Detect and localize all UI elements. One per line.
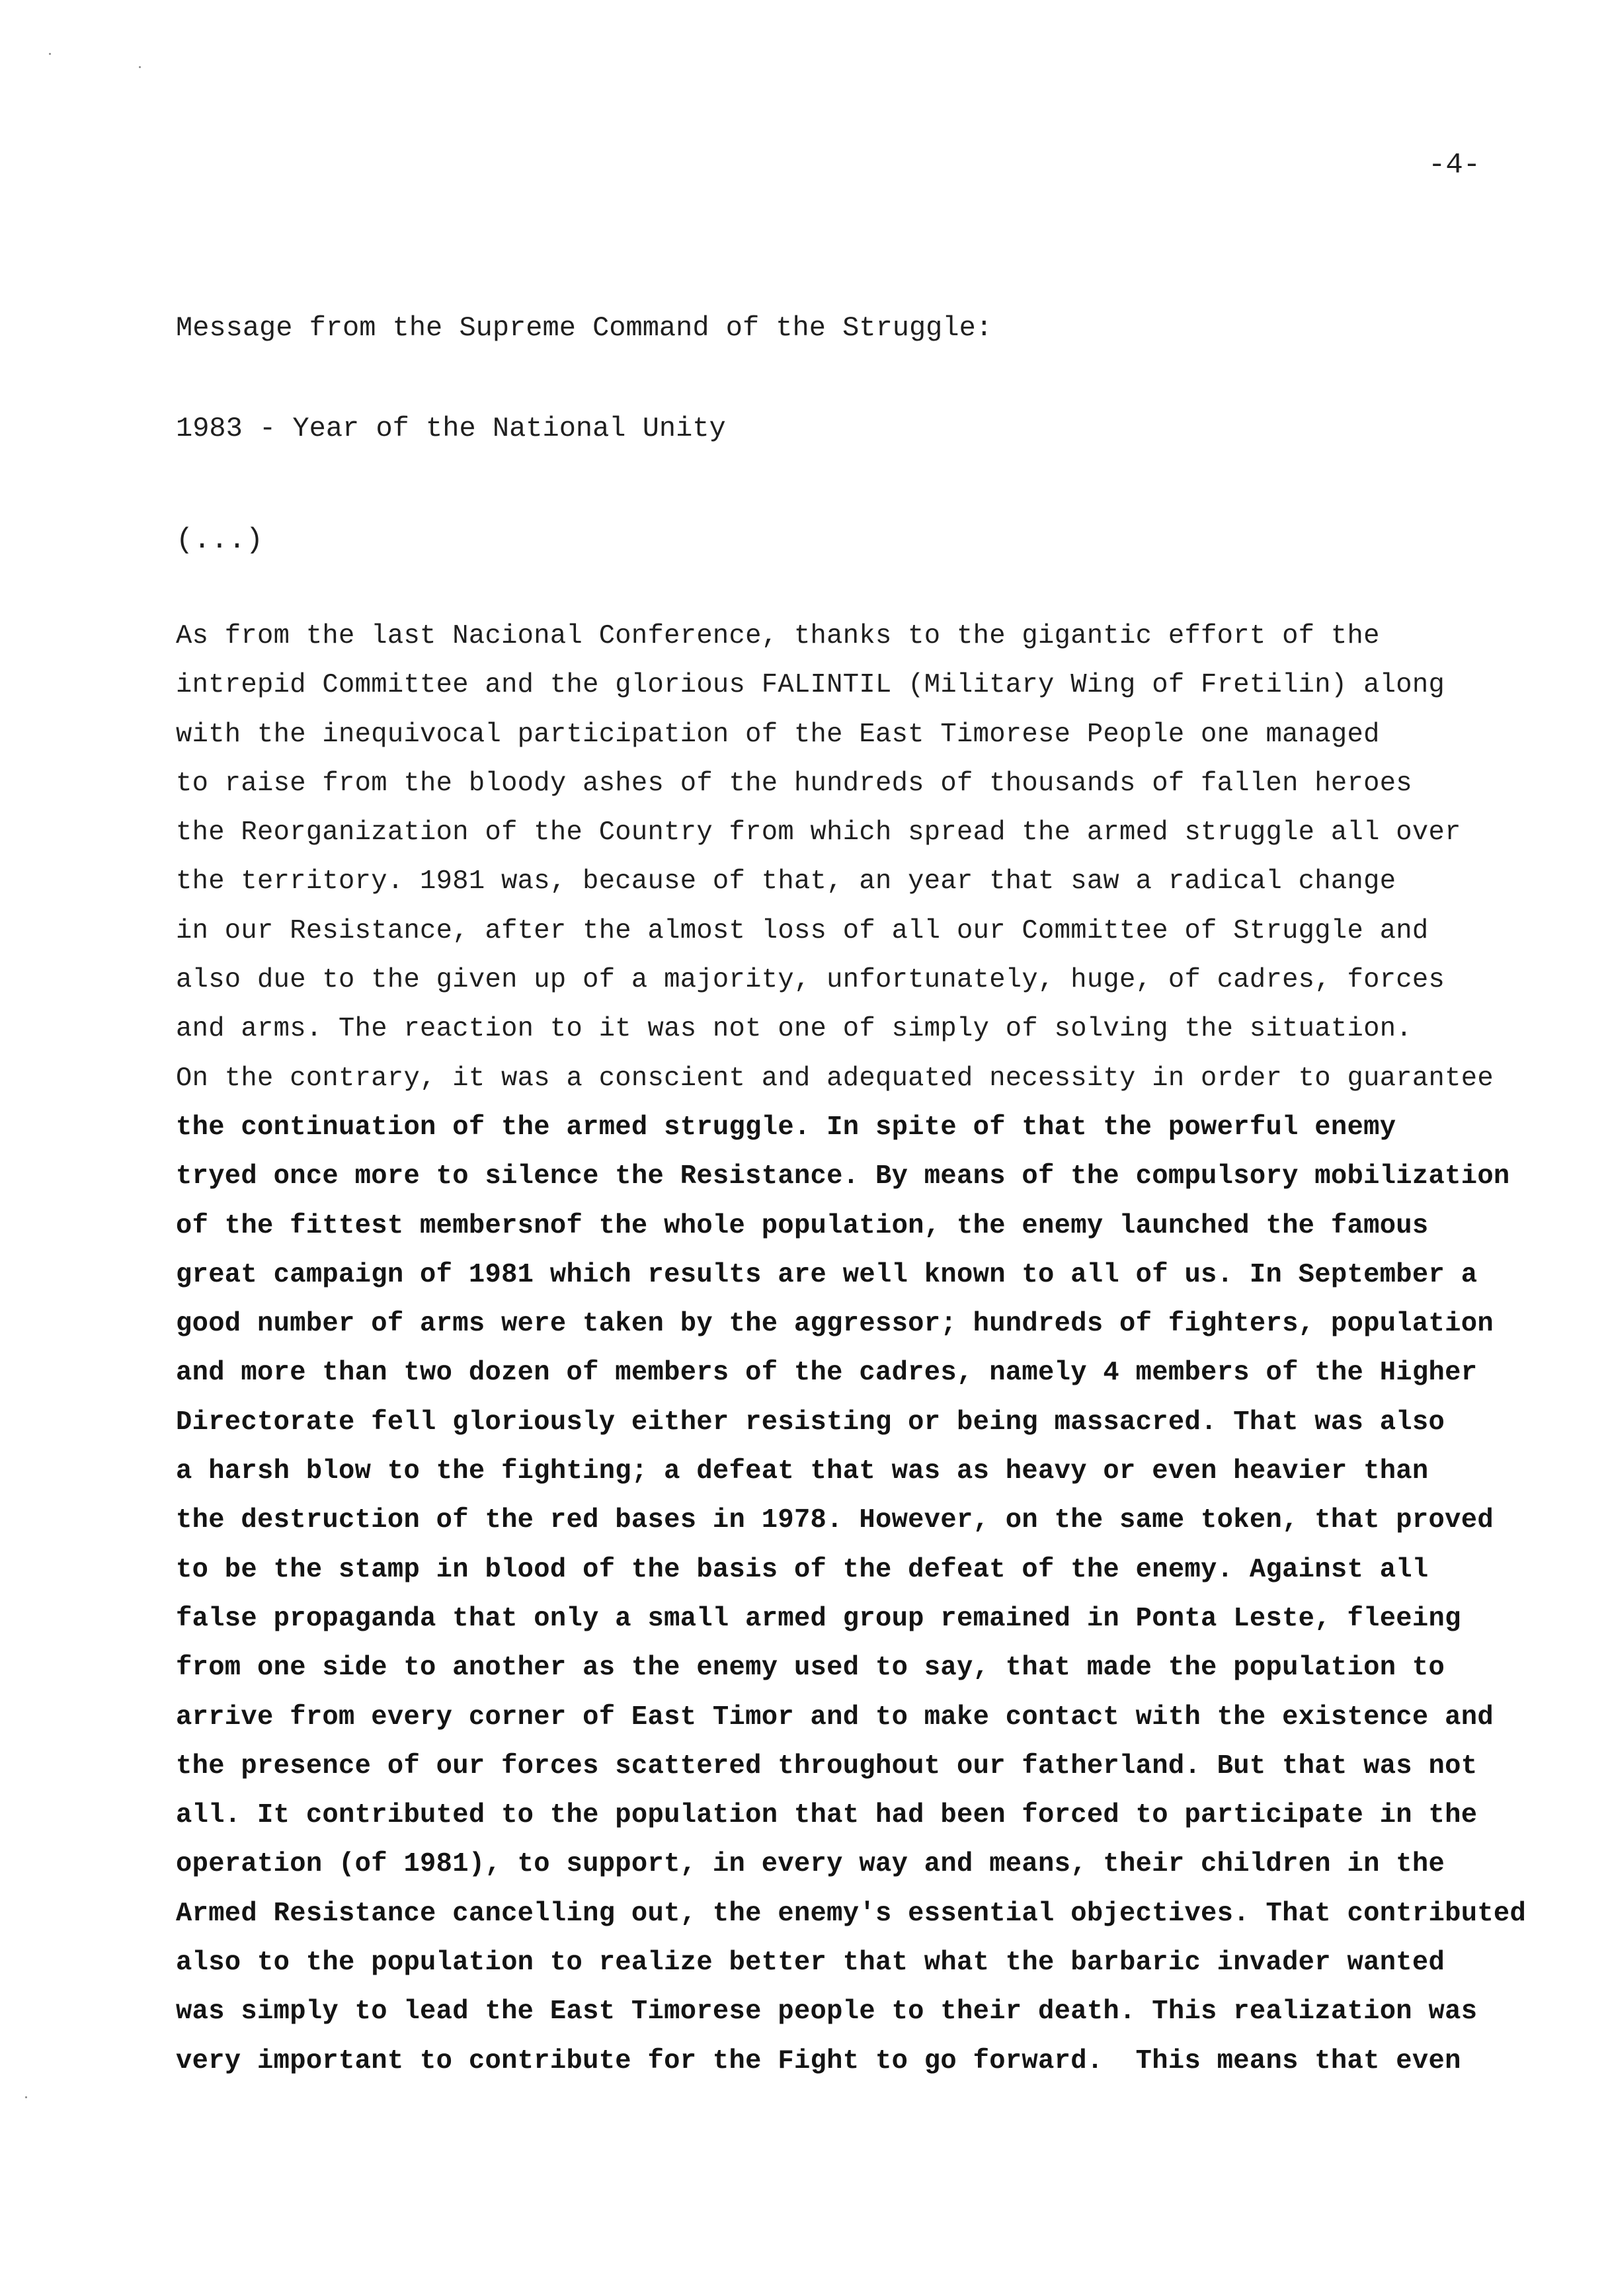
text-line: operation (of 1981), to support, in every way and means, their children in the (176, 1849, 1445, 1880)
text-line: As from the last Nacional Conference, thanks to the gigantic effort of the (176, 621, 1380, 651)
text-line: Directorate fell gloriously either resisting or being massacred. That was also (176, 1407, 1445, 1438)
text-line: On the contrary, it was a conscient and adequated necessity in order to guarantee (176, 1063, 1494, 1094)
text-line: a harsh blow to the fighting; a defeat that was as heavy or even heavier than (176, 1456, 1429, 1487)
scan-speck (25, 2096, 27, 2098)
text-line: good number of arms were taken by the aggressor; hundreds of fighters, population (176, 1309, 1494, 1340)
text-line: to be the stamp in blood of the basis of the defeat of the enemy. Against all (176, 1554, 1429, 1585)
text-line: was simply to lead the East Timorese people to their death. This realization was (176, 1996, 1478, 2028)
page-number: -4- (1428, 149, 1481, 182)
year-subtitle: 1983 - Year of the National Unity (176, 413, 726, 444)
scan-speck (49, 53, 51, 55)
text-line: and more than two dozen of members of the cadres, namely 4 members of the Higher (176, 1358, 1478, 1389)
text-line: also to the population to realize better that what the barbaric invader wanted (176, 1948, 1445, 1979)
text-line: with the inequivocal participation of the East Timorese People one managed (176, 719, 1380, 750)
text-line: very important to contribute for the Fight to go forward. This means that even (176, 2045, 1461, 2076)
text-line: also due to the given up of a majority, unfortunately, huge, of cadres, forces (176, 965, 1445, 996)
text-line: all. It contributed to the population that had been forced to participate in the (176, 1800, 1478, 1831)
text-line: false propaganda that only a small armed group remained in Ponta Leste, fleeing (176, 1603, 1461, 1634)
scan-speck (139, 66, 141, 68)
text-line: from one side to another as the enemy used to say, that made the population to (176, 1653, 1445, 1684)
text-line: in our Resistance, after the almost loss of all our Committee of Struggle and (176, 915, 1429, 946)
text-line: arrive from every corner of East Timor and to make contact with the existence and (176, 1702, 1494, 1733)
text-line: the presence of our forces scattered throughout our fatherland. But that was not (176, 1750, 1478, 1782)
text-line: of the fittest membersnof the whole population, the enemy launched the famous (176, 1210, 1429, 1241)
text-line: intrepid Committee and the glorious FALINTIL (Military Wing of Fretilin) along (176, 670, 1445, 701)
text-line: the destruction of the red bases in 1978. However, on the same token, that proved (176, 1505, 1494, 1536)
body-paragraph (176, 612, 1591, 2086)
text-line: the continuation of the armed struggle. In spite of that the powerful enemy (176, 1112, 1396, 1143)
omission-marker: (...) (176, 524, 264, 557)
text-line: and arms. The reaction to it was not one of simply of solving the situation. (176, 1014, 1412, 1045)
text-line: the territory. 1981 was, because of that, an year that saw a radical change (176, 866, 1396, 897)
text-line: great campaign of 1981 which results are well known to all of us. In September a (176, 1259, 1478, 1290)
message-title: Message from the Supreme Command of the Struggle: (176, 312, 993, 344)
text-line: the Reorganization of the Country from which spread the armed struggle all over (176, 817, 1461, 848)
text-line: to raise from the bloody ashes of the hundreds of thousands of fallen heroes (176, 768, 1412, 799)
text-line: Armed Resistance cancelling out, the enemy's essential objectives. That contributed (176, 1898, 1527, 1929)
text-line: tryed once more to silence the Resistance. By means of the compulsory mobilization (176, 1161, 1510, 1192)
